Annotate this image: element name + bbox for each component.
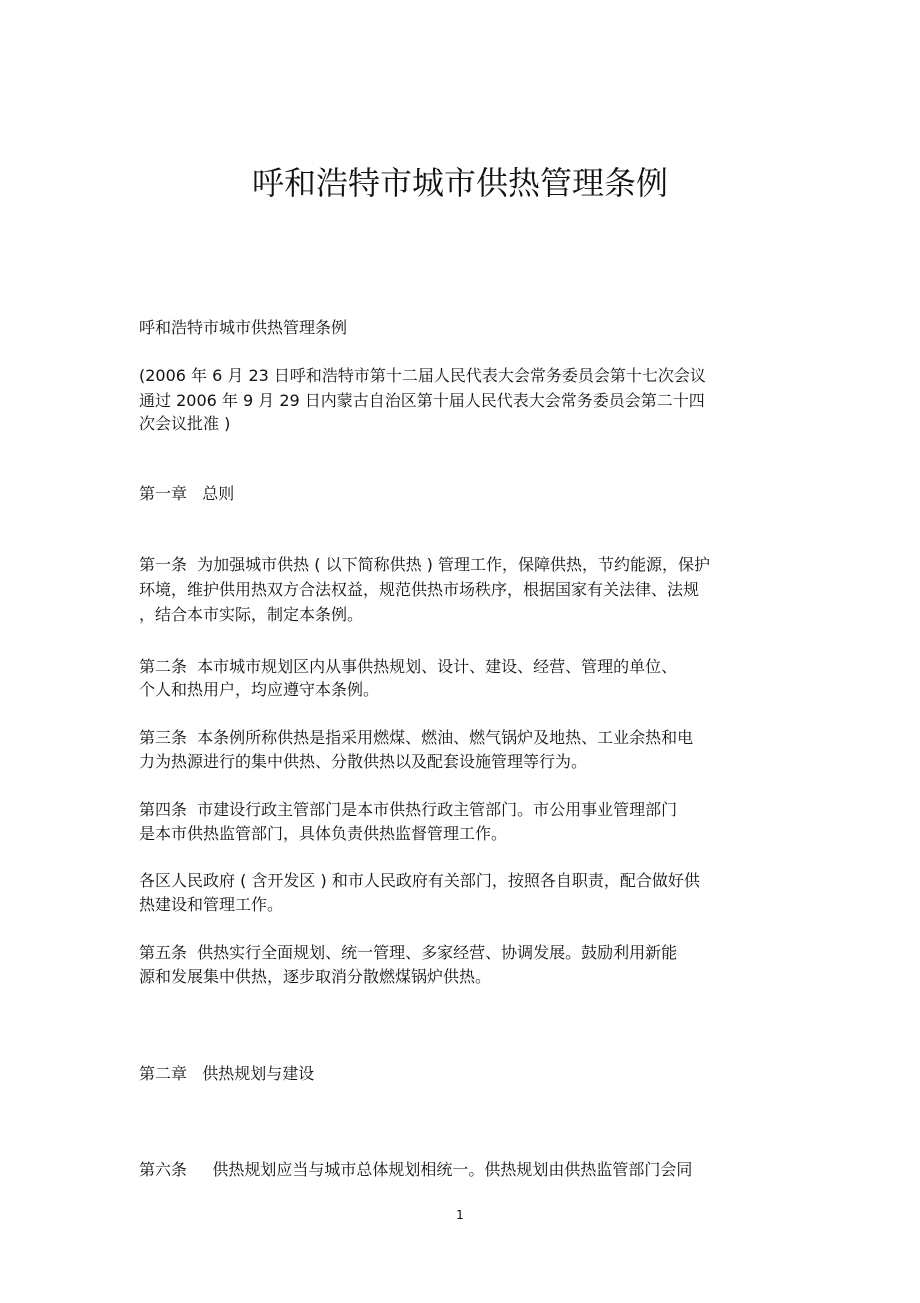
chapter-heading: 第一章 总则 [139,484,235,503]
subtitle: 呼和浩特市城市供热管理条例 [139,318,348,337]
article-line: 第一条 为加强城市供热 ( 以下简称供热 ) 管理工作，保障供热，节约能源，保护 [139,555,711,574]
page-number: 1 [456,1208,464,1222]
article-line: 各区人民政府 ( 含开发区 ) 和市人民政府有关部门，按照各自职责，配合做好供 [139,871,700,890]
article-line: 第四条 市建设行政主管部门是本市供热行政主管部门。市公用事业管理部门 [139,800,678,819]
article-line: 第五条 供热实行全面规划、统一管理、多家经营、协调发展。鼓励利用新能 [139,943,678,962]
article-line: 热建设和管理工作。 [139,895,284,914]
article-line: 力为热源进行的集中供热、分散供热以及配套设施管理等行为。 [139,752,588,771]
document-title: 呼和浩特市城市供热管理条例 [251,164,668,202]
approval-note-line: 次会议批准 ) [139,414,231,433]
article-line: 源和发展集中供热，逐步取消分散燃煤锅炉供热。 [139,967,492,986]
chapter-heading: 第二章 供热规划与建设 [139,1064,315,1083]
article-line: 第三条 本条例所称供热是指采用燃煤、燃油、燃气锅炉及地热、工业余热和电 [139,728,694,747]
article-line: 是本市供热监管部门，具体负责供热监督管理工作。 [139,824,508,843]
article-line: 环境，维护供用热双方合法权益，规范供热市场秩序，根据国家有关法律、法规 [139,580,700,599]
approval-note-line: 通过 2006 年 9 月 29 日内蒙古自治区第十届人民代表大会常务委员会第二十四 [139,391,705,410]
article-line: 第六条 供热规划应当与城市总体规划相统一。供热规划由供热监管部门会同 [139,1160,693,1179]
article-line: ，结合本市实际，制定本条例。 [139,605,364,624]
approval-note-line: (2006 年 6 月 23 日呼和浩特市第十二届人民代表大会常务委员会第十七次会议 [139,366,706,385]
article-line: 个人和热用户，均应遵守本条例。 [139,680,380,699]
article-line: 第二条 本市城市规划区内从事供热规划、设计、建设、经营、管理的单位、 [139,657,678,676]
